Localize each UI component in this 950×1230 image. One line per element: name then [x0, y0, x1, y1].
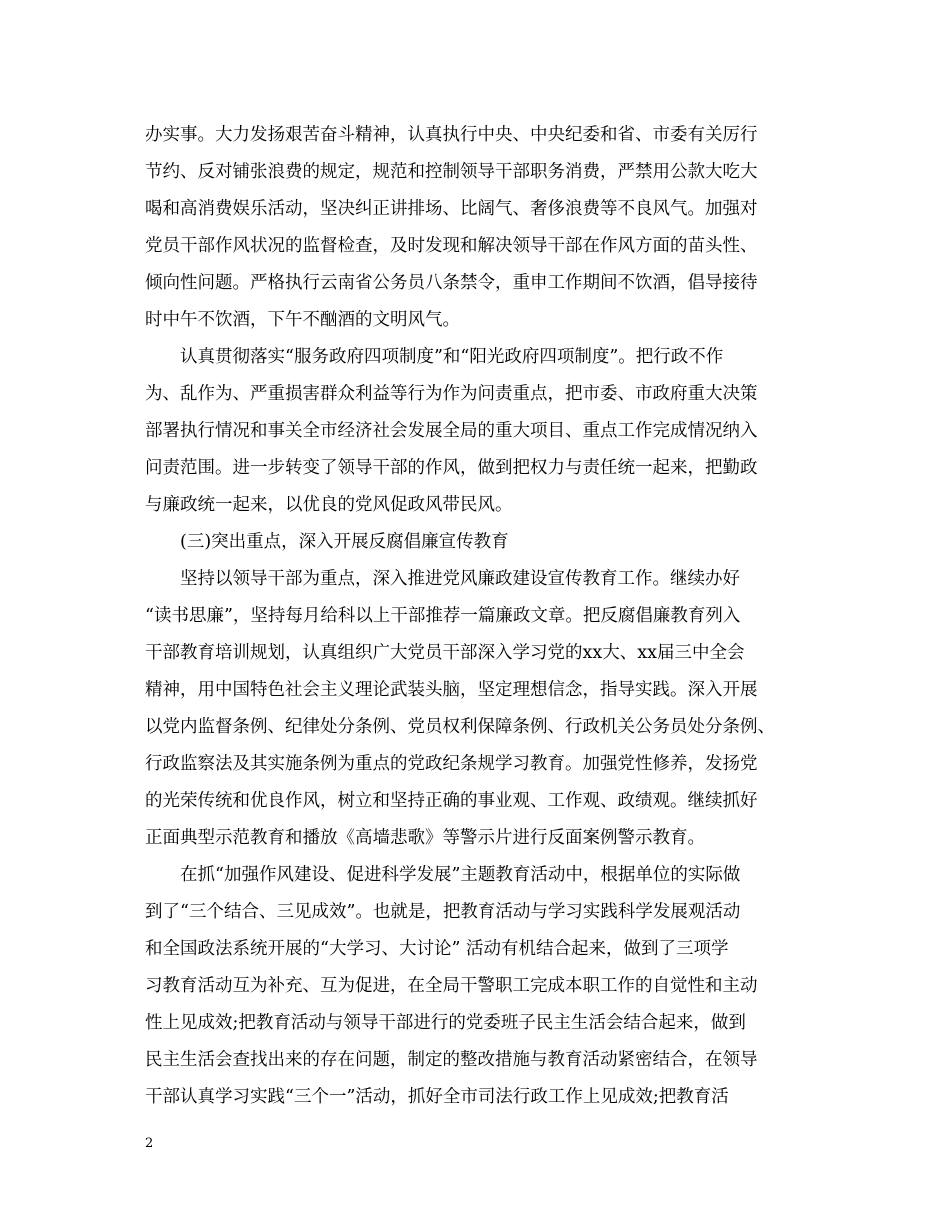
text-line: 坚持以领导干部为重点，深入推进党风廉政建设宣传教育工作。继续办好	[180, 569, 740, 589]
paragraph-4	[145, 857, 815, 1116]
text-line: 习教育活动互为补充、互为促进，在全局干警职工完成本职工作的自觉性和主动	[145, 976, 758, 996]
text-line: 办实事。大力发扬艰苦奋斗精神，认真执行中央、中央纪委和省、市委有关厉行	[145, 125, 758, 145]
text-line: 精神，用中国特色社会主义理论武装头脑，坚定理想信念，指导实践。深入开展	[145, 680, 758, 700]
text-line: 倾向性问题。严格执行云南省公务员八条禁令，重申工作期间不饮酒，倡导接待	[145, 273, 758, 293]
page-number: 2	[145, 1136, 154, 1151]
text-line: 与廉政统一起来，以优良的党风促政风带民风。	[145, 495, 513, 515]
text-line: 民主生活会查找出来的存在问题，制定的整改措施与教育活动紧密结合，在领导	[145, 1050, 758, 1070]
paragraph-3	[145, 561, 815, 857]
text-line: 时中午不饮酒，下午不酗酒的文明风气。	[145, 310, 460, 330]
text-line: 认真贯彻落实“服务政府四项制度”和“阳光政府四项制度”。把行政不作	[180, 347, 724, 367]
document-body	[145, 117, 815, 1116]
text-line: 以党内监督条例、纪律处分条例、党员权利保障条例、行政机关公务员处分条例、	[145, 717, 775, 737]
text-line: 在抓“加强作风建设、促进科学发展”主题教育活动中，根据单位的实际做	[180, 865, 741, 885]
text-line: 正面典型示范教育和播放《高墙悲歌》等警示片进行反面案例警示教育。	[145, 828, 705, 848]
text-line: 党员干部作风状况的监督检查，及时发现和解决领导干部在作风方面的苗头性、	[145, 236, 758, 256]
section-heading	[145, 524, 815, 561]
text-line: 和全国政法系统开展的“大学习、大讨论” 活动有机结合起来，做到了三项学	[145, 939, 729, 959]
heading-line: (三)突出重点，深入开展反腐倡廉宣传教育	[180, 532, 509, 552]
text-line: 喝和高消费娱乐活动，坚决纠正讲排场、比阔气、奢侈浪费等不良风气。加强对	[145, 199, 758, 219]
text-line: 干部认真学习实践“三个一”活动，抓好全市司法行政工作上见成效;把教育活	[145, 1087, 729, 1107]
text-line: 为、乱作为、严重损害群众利益等行为作为问责重点，把市委、市政府重大决策	[145, 384, 758, 404]
text-line: 性上见成效;把教育活动与领导干部进行的党委班子民主生活会结合起来，做到	[145, 1013, 746, 1033]
text-line: 到了“三个结合、三见成效”。也就是，把教育活动与学习实践科学发展观活动	[145, 902, 741, 922]
text-line: 行政监察法及其实施条例为重点的党政纪条规学习教育。加强党性修养，发扬党	[145, 754, 758, 774]
text-line: 问责范围。进一步转变了领导干部的作风，做到把权力与责任统一起来，把勤政	[145, 458, 758, 478]
text-line: 干部教育培训规划，认真组织广大党员干部深入学习党的xx大、xx届三中全会	[145, 643, 745, 663]
text-line: 部署执行情况和事关全市经济社会发展全局的重大项目、重点工作完成情况纳入	[145, 421, 758, 441]
text-line: “读书思廉”，坚持每月给科以上干部推荐一篇廉政文章。把反腐倡廉教育列入	[145, 606, 741, 626]
paragraph-1	[145, 117, 815, 339]
paragraph-2	[145, 339, 815, 524]
text-line: 节约、反对铺张浪费的规定，规范和控制领导干部职务消费，严禁用公款大吃大	[145, 162, 758, 182]
text-line: 的光荣传统和优良作风，树立和坚持正确的事业观、工作观、政绩观。继续抓好	[145, 791, 758, 811]
